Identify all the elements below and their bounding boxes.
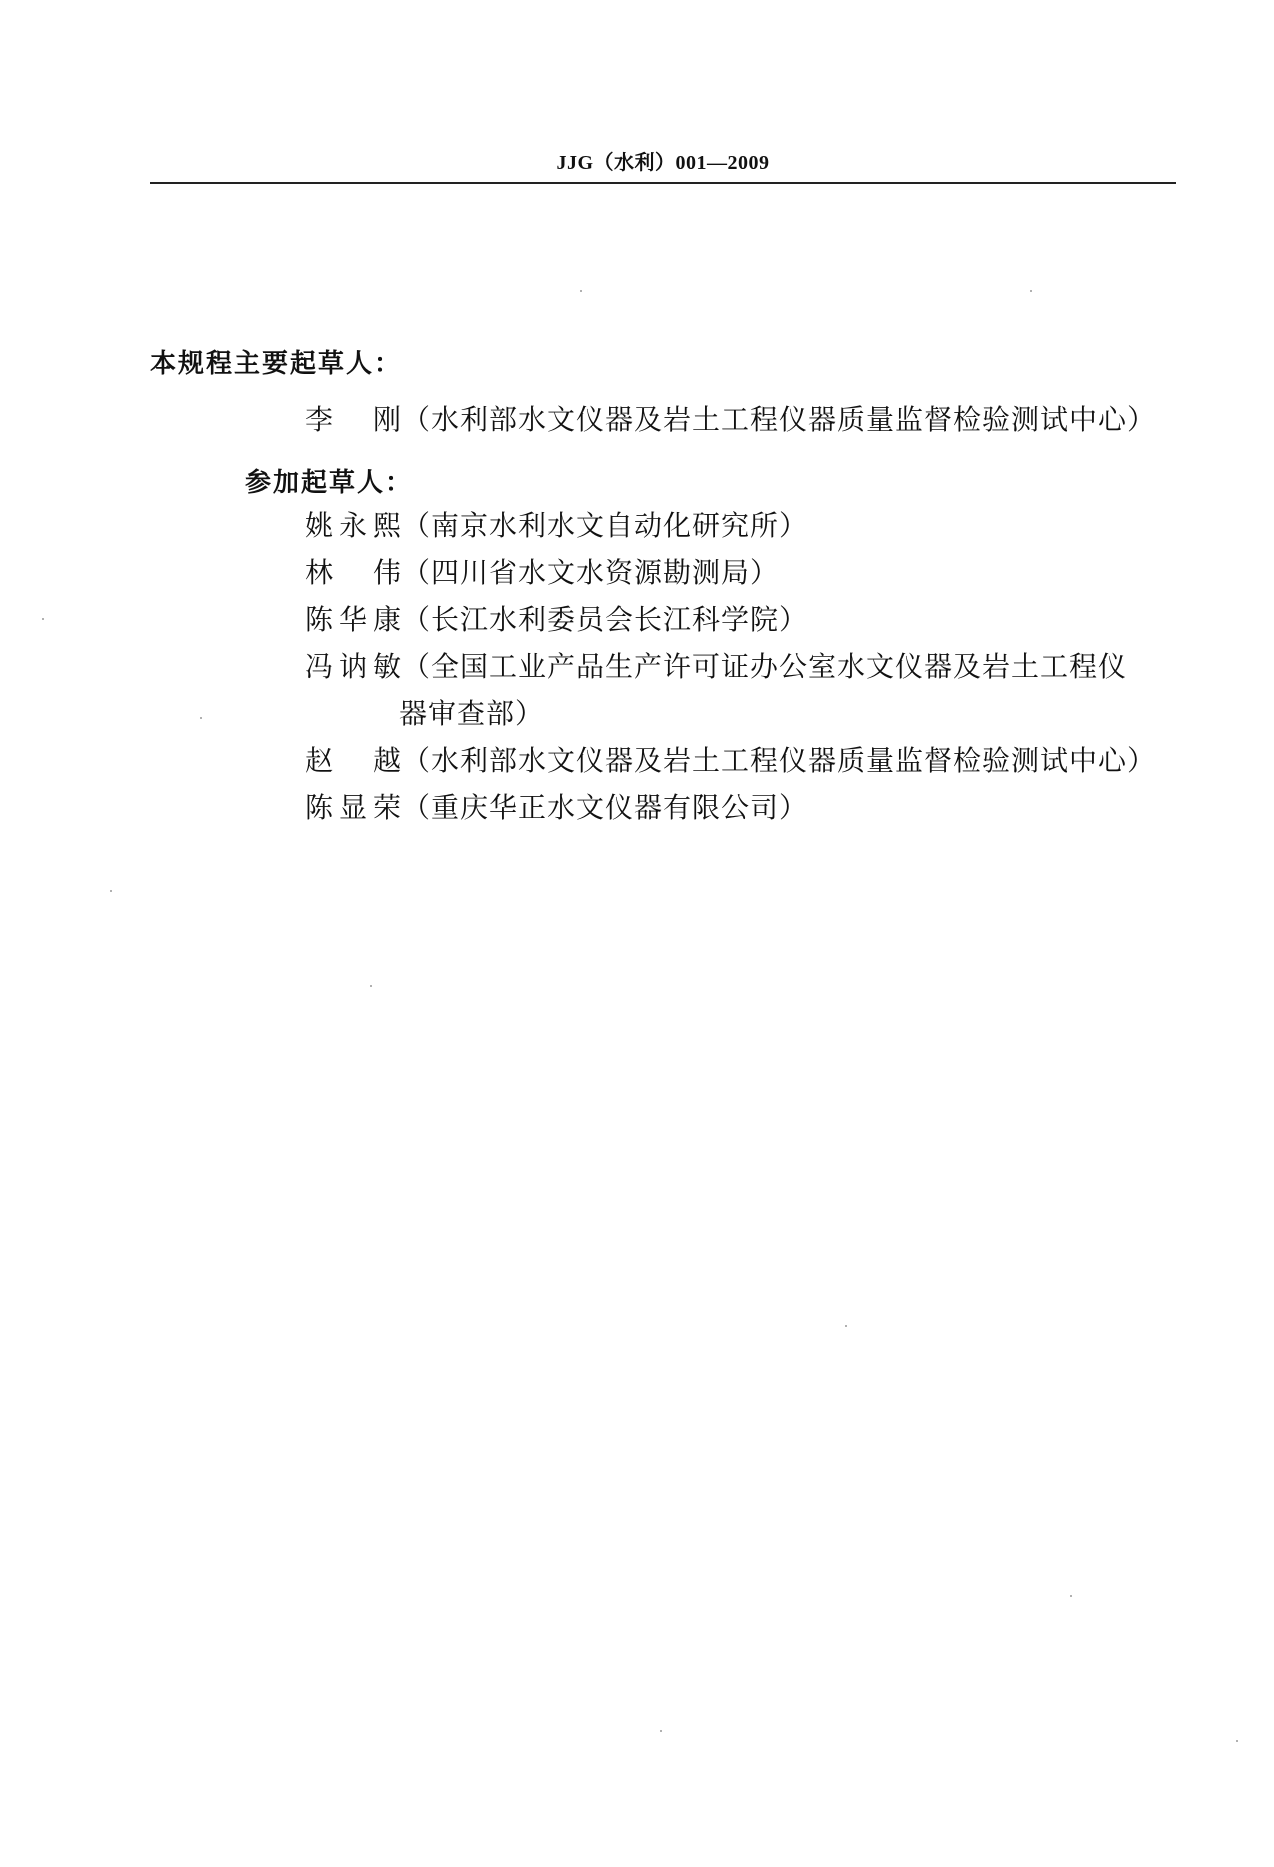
drafter-name: 林 伟: [305, 556, 402, 589]
drafter-affiliation: （长江水利委员会长江科学院）: [402, 603, 809, 636]
scan-speck: [580, 290, 582, 292]
drafter-affiliation: （南京水利水文自动化研究所）: [402, 509, 809, 542]
standard-code: JJG（水利）001—2009: [556, 152, 770, 174]
drafter-name: 陈华康: [305, 603, 402, 636]
scan-speck: [660, 1730, 662, 1732]
drafter-row: [305, 645, 1127, 685]
scan-speck: [1030, 290, 1032, 292]
drafter-name: 李 刚: [305, 403, 402, 436]
drafter-row: [305, 786, 808, 826]
drafter-name: 姚永熙: [305, 509, 402, 542]
drafter-row: [305, 504, 808, 544]
drafter-affiliation-continuation: 器审查部）: [399, 697, 545, 730]
header-divider: [150, 182, 1176, 184]
scan-speck: [110, 890, 112, 892]
scan-speck: [1236, 1740, 1238, 1742]
drafter-row: [305, 739, 1156, 779]
drafter-affiliation: （重庆华正水文仪器有限公司）: [402, 791, 809, 824]
scan-speck: [845, 1325, 847, 1327]
drafter-affiliation: （全国工业产品生产许可证办公室水文仪器及岩土工程仪: [402, 650, 1128, 683]
drafter-row: [305, 551, 779, 591]
drafter-name: 冯讷敏: [305, 650, 402, 683]
drafter-affiliation: （四川省水文水资源勘测局）: [402, 556, 780, 589]
scan-speck: [370, 985, 372, 987]
scan-speck: [1070, 1595, 1072, 1597]
drafter-affiliation: （水利部水文仪器及岩土工程仪器质量监督检验测试中心）: [402, 403, 1157, 436]
drafter-row: [305, 598, 808, 638]
drafter-name: 陈显荣: [305, 791, 402, 824]
scan-speck: [200, 717, 202, 719]
drafter-row: [305, 398, 1156, 438]
co-drafters-heading: 参加起草人：: [245, 468, 414, 498]
scan-speck: [42, 618, 44, 620]
drafter-name: 赵 越: [305, 744, 402, 777]
main-drafter-heading: 本规程主要起草人：: [150, 349, 403, 379]
drafter-affiliation: （水利部水文仪器及岩土工程仪器质量监督检验测试中心）: [402, 744, 1157, 777]
